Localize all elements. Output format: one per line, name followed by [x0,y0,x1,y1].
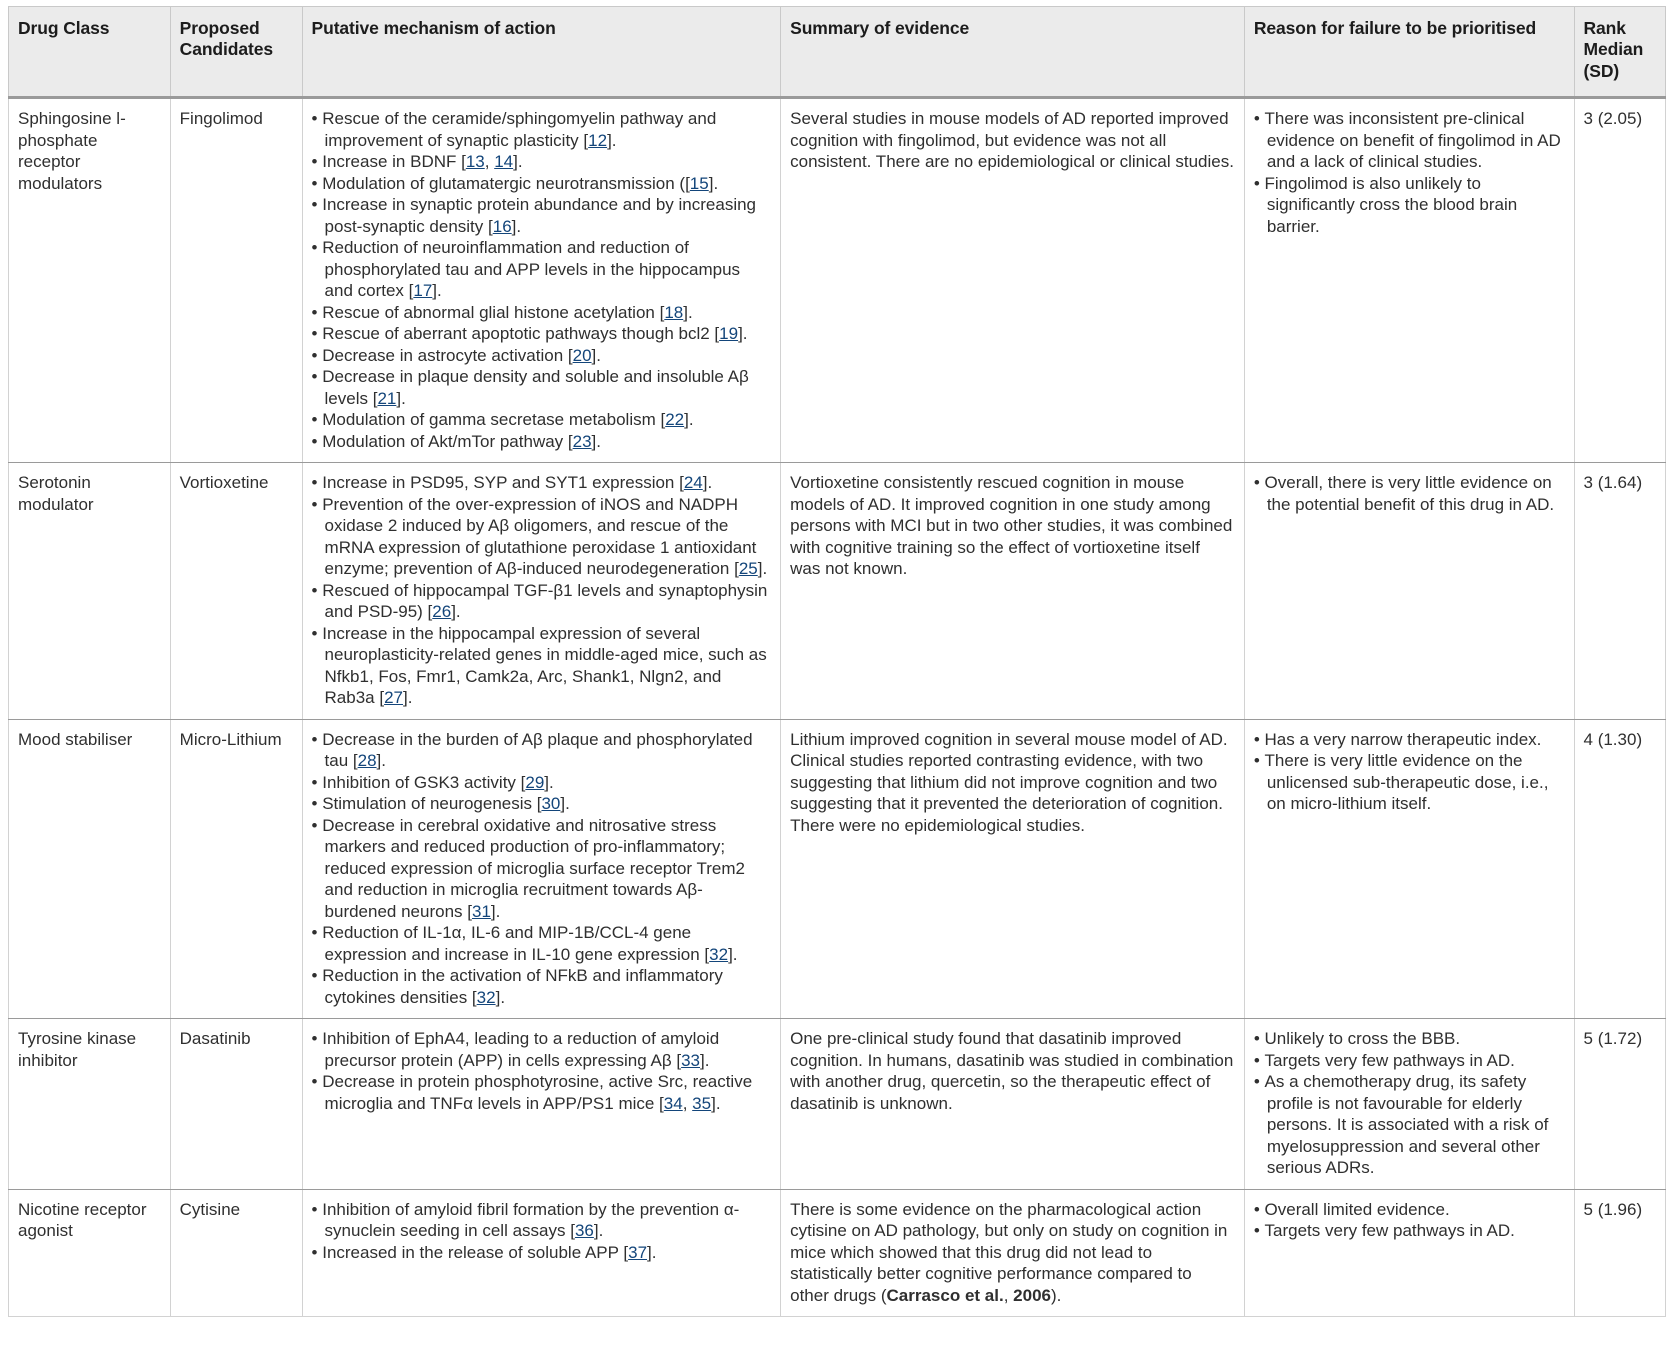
cell-summary-of-evidence [781,98,1245,463]
reference-link[interactable]: 22 [665,410,685,429]
reason-bullet-list [1254,472,1565,515]
mechanism-bullet-item: • Reduction of IL-1α, IL-6 and MIP-1B/CCL-4 gene expression and increase in IL-10 gene expression [32]. [312,922,772,965]
evidence-paragraph: Several studies in mouse models of AD reported improved cognition with fingolimod, but evidence was not all consistent. There are no epidemiological or clinical studies. [790,109,1234,171]
cell-rank-median: 4 (1.30) [1574,719,1665,1019]
mechanism-bullet-item: • Modulation of Akt/mTor pathway [23]. [312,431,772,453]
reference-link[interactable]: 20 [572,345,592,365]
mechanism-bullet-item: • Inhibition of amyloid fibril formation by the prevention α-synuclein seeding in cell assays [36]. [312,1199,772,1242]
cell-reason-for-failure [1244,1189,1574,1317]
mechanism-bullet-item: • Prevention of the over-expression of iNOS and NADPH oxidase 2 induced by Aβ oligomers, and rescue of the mRNA expression of glutathione peroxidase 1 antioxidant enzyme; prevention of Aβ-induced neurodegeneration [25]. [312,494,772,580]
reference-link[interactable]: 37 [628,1242,648,1262]
mechanism-bullet-list [312,108,772,452]
table-row [9,1019,1666,1190]
reference-link[interactable]: 14 [494,152,514,171]
evidence-paragraph: There is some evidence on the pharmacological action cytisine on AD pathology, but only on study on cognition in mice which showed that this drug did not lead to statistically better cognitive performance compared to other drugs (Carrasco et al., 2006). [790,1199,1228,1305]
cell-drug-class: Mood stabiliser [9,719,171,1019]
reference-link[interactable]: 28 [357,751,377,770]
reference-link[interactable]: 24 [683,473,703,492]
cell-putative-mechanism [302,1019,781,1190]
cell-proposed-candidates: Cytisine [170,1189,302,1317]
column-header-putative-mechanism: Putative mechanism of action [302,7,781,98]
cell-proposed-candidates: Dasatinib [170,1019,302,1190]
reference-link[interactable]: 15 [689,173,709,193]
drug-candidates-table [8,6,1666,1317]
reason-bullet-item: • Targets very few pathways in AD. [1254,1050,1565,1072]
reference-link[interactable]: 19 [719,324,739,343]
mechanism-bullet-item: • Rescued of hippocampal TGF-β1 levels and synaptophysin and PSD-95) [26]. [312,580,772,623]
reason-bullet-item: • Overall limited evidence. [1254,1199,1565,1221]
table-row [9,719,1666,1019]
mechanism-bullet-item: • Reduction of neuroinflammation and reduction of phosphorylated tau and APP levels in the hippocampus and cortex [17]. [312,237,772,302]
reference-link[interactable]: 12 [588,130,608,150]
reference-link[interactable]: 36 [574,1221,594,1240]
cell-summary-of-evidence [781,463,1245,720]
reference-link[interactable]: 23 [572,431,592,451]
reference-link[interactable]: 31 [471,901,491,921]
cell-rank-median: 5 (1.96) [1574,1189,1665,1317]
mechanism-bullet-item: • Decrease in astrocyte activation [20]. [312,345,772,367]
reference-link[interactable]: 21 [377,388,397,408]
mechanism-bullet-item: • Modulation of glutamatergic neurotransmission ([15]. [312,173,772,195]
reference-link[interactable]: 17 [413,281,433,300]
reason-bullet-item: • Has a very narrow therapeutic index. [1254,729,1565,751]
mechanism-bullet-item: • Modulation of gamma secretase metabolism [22]. [312,409,772,431]
cell-proposed-candidates: Micro-Lithium [170,719,302,1019]
mechanism-bullet-item: • Decrease in protein phosphotyrosine, active Src, reactive microglia and TNFα levels in APP/PS1 mice [34, 35]. [312,1071,772,1114]
cell-putative-mechanism [302,98,781,463]
table-row [9,463,1666,720]
reference-link[interactable]: 27 [384,688,403,707]
cell-proposed-candidates: Vortioxetine [170,463,302,720]
mechanism-bullet-item: • Inhibition of EphA4, leading to a reduction of amyloid precursor protein (APP) in cells expressing Aβ [33]. [312,1028,772,1071]
citation-year: 2006 [1013,1285,1051,1305]
reference-link[interactable]: 30 [541,794,561,813]
column-header-summary-of-evidence: Summary of evidence [781,7,1245,98]
reference-link[interactable]: 29 [525,772,545,792]
cell-reason-for-failure [1244,1019,1574,1190]
table-body [9,98,1666,1317]
citation-author: Carrasco et al. [886,1285,1004,1305]
mechanism-bullet-item: • Rescue of abnormal glial histone acetylation [18]. [312,302,772,324]
cell-summary-of-evidence [781,719,1245,1019]
reference-link[interactable]: 32 [709,944,729,964]
mechanism-bullet-item: • Stimulation of neurogenesis [30]. [312,793,772,815]
mechanism-bullet-item: • Increased in the release of soluble APP [37]. [312,1242,772,1264]
mechanism-bullet-item: • Decrease in cerebral oxidative and nitrosative stress markers and reduced production of pro-inflammatory; reduced expression of microglia surface receptor Trem2 and reduction in microglia recruitment towards Aβ-burdened neurons [31]. [312,815,772,923]
mechanism-bullet-list [312,472,772,709]
column-header-drug-class: Drug Class [9,7,171,98]
reference-link[interactable]: 18 [664,302,684,322]
mechanism-bullet-item: • Inhibition of GSK3 activity [29]. [312,772,772,794]
reference-link[interactable]: 34 [663,1093,683,1113]
mechanism-bullet-item: • Reduction in the activation of NFkB and inflammatory cytokines densities [32]. [312,965,772,1008]
reason-bullet-list [1254,729,1565,815]
reason-bullet-item: • Unlikely to cross the BBB. [1254,1028,1565,1050]
cell-putative-mechanism [302,1189,781,1317]
mechanism-bullet-item: • Rescue of the ceramide/sphingomyelin pathway and improvement of synaptic plasticity [12]. [312,108,772,151]
cell-drug-class: Serotonin modulator [9,463,171,720]
cell-rank-median: 3 (1.64) [1574,463,1665,720]
table-header [9,7,1666,98]
cell-drug-class: Sphingosine l-phosphate receptor modulators [9,98,171,463]
evidence-paragraph: Vortioxetine consistently rescued cognition in mouse models of AD. It improved cognition in one study among persons with MCI but in two other studies, it was combined with cognitive training so the effect of vortioxetine itself was not known. [790,473,1233,578]
mechanism-bullet-list [312,1199,772,1264]
mechanism-bullet-list [312,1028,772,1114]
reference-link[interactable]: 26 [432,602,452,621]
table-row [9,98,1666,463]
reason-bullet-item: • There was inconsistent pre-clinical evidence on benefit of fingolimod in AD and a lack of clinical studies. [1254,108,1565,173]
reference-link[interactable]: 16 [492,216,512,236]
column-header-rank-median: Rank Median (SD) [1574,7,1665,98]
reference-link[interactable]: 25 [738,559,758,578]
mechanism-bullet-item: • Increase in PSD95, SYP and SYT1 expression [24]. [312,472,772,494]
cell-putative-mechanism [302,463,781,720]
reason-bullet-item: • There is very little evidence on the unlicensed sub-therapeutic dose, i.e., on micro-lithium itself. [1254,750,1565,815]
column-header-reason-for-failure: Reason for failure to be prioritised [1244,7,1574,98]
cell-putative-mechanism [302,719,781,1019]
reference-link[interactable]: 13 [465,152,485,171]
reason-bullet-list [1254,108,1565,237]
evidence-paragraph: Lithium improved cognition in several mouse model of AD. Clinical studies reported contrasting evidence, with two suggesting that lithium did not improve cognition and two suggesting that it prevented the deterioration of cognition. There were no epidemiological studies. [790,729,1228,835]
reason-bullet-list [1254,1028,1565,1179]
mechanism-bullet-item: • Increase in synaptic protein abundance and by increasing post-synaptic density [16]. [312,194,772,237]
cell-rank-median: 3 (2.05) [1574,98,1665,463]
mechanism-bullet-list [312,729,772,1009]
mechanism-bullet-item: • Increase in the hippocampal expression of several neuroplasticity-related genes in middle-aged mice, such as Nfkb1, Fos, Fmr1, Camk2a, Arc, Shank1, Nlgn2, and Rab3a [27]. [312,623,772,709]
reference-link[interactable]: 32 [476,987,496,1007]
cell-reason-for-failure [1244,463,1574,720]
reason-bullet-item: • Targets very few pathways in AD. [1254,1220,1565,1242]
reason-bullet-item: • Overall, there is very little evidence on the potential benefit of this drug in AD. [1254,472,1565,515]
reference-link[interactable]: 35 [692,1093,712,1113]
cell-drug-class: Nicotine receptor agonist [9,1189,171,1317]
reason-bullet-item: • Fingolimod is also unlikely to significantly cross the blood brain barrier. [1254,173,1565,238]
mechanism-bullet-item: • Rescue of aberrant apoptotic pathways though bcl2 [19]. [312,323,772,345]
table-row [9,1189,1666,1317]
reference-link[interactable]: 33 [681,1050,700,1070]
evidence-paragraph: One pre-clinical study found that dasatinib improved cognition. In humans, dasatinib was studied in combination with another drug, quercetin, so the therapeutic effect of dasatinib is unknown. [790,1029,1234,1113]
cell-proposed-candidates: Fingolimod [170,98,302,463]
cell-summary-of-evidence [781,1019,1245,1190]
mechanism-bullet-item: • Decrease in plaque density and soluble and insoluble Aβ levels [21]. [312,366,772,409]
cell-reason-for-failure [1244,98,1574,463]
reason-bullet-item: • As a chemotherapy drug, its safety profile is not favourable for elderly persons. It is associated with a risk of myelosuppression and several other serious ADRs. [1254,1071,1565,1179]
mechanism-bullet-item: • Decrease in the burden of Aβ plaque and phosphorylated tau [28]. [312,729,772,772]
column-header-proposed-candidates: Proposed Candidates [170,7,302,98]
table-header-row [9,7,1666,98]
cell-drug-class: Tyrosine kinase inhibitor [9,1019,171,1190]
cell-summary-of-evidence [781,1189,1245,1317]
mechanism-bullet-item: • Increase in BDNF [13, 14]. [312,151,772,173]
reason-bullet-list [1254,1199,1565,1242]
cell-reason-for-failure [1244,719,1574,1019]
cell-rank-median: 5 (1.72) [1574,1019,1665,1190]
